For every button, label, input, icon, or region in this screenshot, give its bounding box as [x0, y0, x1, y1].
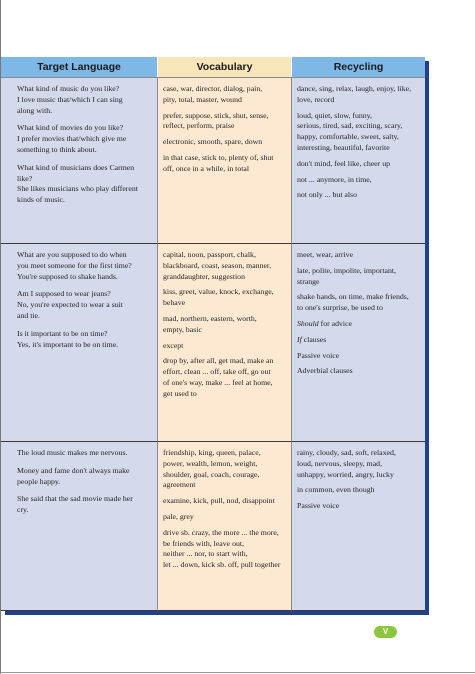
- header-target-language: Target Language: [1, 57, 157, 77]
- entry-line: You're supposed to shake hands.: [17, 271, 118, 281]
- entry-group: [163, 287, 286, 309]
- entry-group: [297, 485, 417, 496]
- entry-line: granddaughter, suggestion: [163, 271, 245, 281]
- entry-line: drive sb. crazy, the more ... the more,: [163, 527, 279, 537]
- header-vocabulary: Vocabulary: [157, 57, 292, 77]
- entry-line: case, war, director, dialog, pain,: [163, 84, 263, 93]
- entry-line: She said that the sad movie made her: [17, 494, 133, 504]
- entry-line: Money and fame don't always make: [17, 465, 130, 475]
- vocabulary-cell: [157, 243, 292, 441]
- entry-line: Yes, it's important to be on time.: [17, 339, 119, 349]
- entry-line: reflect, perform, praise: [163, 121, 235, 131]
- target-language-cell: [1, 441, 157, 611]
- entry-line: happy, comfortable, sweet, salty,: [297, 132, 399, 142]
- entry-line: Passive voice: [297, 501, 340, 511]
- entry-line: shoulder, goal, coach, courage,: [163, 469, 260, 479]
- entry-group: [163, 137, 286, 148]
- entry-group: [163, 341, 286, 352]
- entry-line: friendship, king, queen, palace,: [163, 448, 261, 457]
- entry-line: serious, tired, sad, exciting, scary,: [297, 121, 403, 131]
- entry-line: power, wealth, lemon, weight,: [163, 458, 258, 468]
- vocabulary-cell: [157, 441, 292, 611]
- entry-group: [17, 494, 151, 516]
- entry-line: you meet someone for the first time?: [17, 260, 132, 270]
- entry-group: [163, 448, 286, 491]
- entry-line: capital, noon, passport, chalk,: [163, 250, 256, 259]
- entry-group: [163, 153, 286, 175]
- target-language-cell: [1, 243, 157, 441]
- entry-line: late, polite, impolite, important,: [297, 265, 396, 275]
- entry-group: [297, 266, 417, 288]
- entry-line: What kind of movies do you like?: [17, 123, 124, 133]
- entry-group: [163, 496, 286, 507]
- entry-line: examine, kick, pull, nod, disappoint: [163, 496, 275, 506]
- entry-group: [163, 528, 286, 571]
- entry-line: don't mind, feel like, cheer up: [297, 158, 390, 168]
- entry-line: Is it important to be on time?: [17, 328, 108, 338]
- entry-line: get used to: [163, 388, 197, 398]
- entry-line: kiss, greet, value, knock, exchange,: [163, 287, 274, 297]
- entry-line: agreement: [163, 480, 196, 490]
- entry-line: pity, total, master, wound: [163, 94, 242, 104]
- entry-line: dance, sing, relax, laugh, enjoy, like,: [297, 84, 412, 93]
- entry-line: kinds of music.: [17, 195, 65, 205]
- recycling-cell: [292, 77, 425, 243]
- entry-line: blackboard, coast, season, manner,: [163, 260, 272, 270]
- entry-line: prefer, suppose, stick, shut, sense,: [163, 110, 269, 120]
- entry-line: I prefer movies that/which give me: [17, 134, 127, 144]
- entry-group: [17, 448, 151, 459]
- page-number: V: [374, 626, 397, 638]
- entry-line: mad, northern, eastern, worth,: [163, 313, 257, 323]
- entry-group: [163, 512, 286, 523]
- entry-line: What are you supposed to do when: [17, 250, 127, 259]
- entry-group: [297, 175, 417, 186]
- entry-group: [17, 123, 151, 155]
- entry-line: rainy, cloudy, sad, soft, relaxed,: [297, 448, 396, 457]
- entry-line: be friends with, leave out,: [163, 538, 244, 548]
- entry-line: love, record: [297, 94, 335, 104]
- entry-line: along with.: [17, 105, 53, 115]
- entry-group: [297, 501, 417, 512]
- entry-line: to one's surprise, be used to: [297, 303, 383, 313]
- entry-line: neither ... nor, to start with,: [163, 549, 248, 559]
- entry-line: Adverbial clauses: [297, 366, 353, 376]
- recycling-cell: [292, 441, 425, 611]
- entry-group: [17, 329, 151, 351]
- entry-line: off, once in a while, in total: [163, 163, 250, 173]
- entry-line: What kind of musicians does Carmen: [17, 162, 135, 172]
- entry-line: The loud music makes me nervous.: [17, 448, 128, 457]
- entry-line: and tie.: [17, 310, 40, 320]
- entry-line: like?: [17, 173, 33, 183]
- page-edge-bottom: [0, 672, 475, 673]
- entry-group: [17, 84, 151, 116]
- entry-group: [163, 356, 286, 399]
- entry-line: cry.: [17, 505, 29, 515]
- entry-line: shake hands, on time, make friends,: [297, 292, 409, 302]
- entry-group: [297, 335, 417, 346]
- entry-group: [163, 84, 286, 106]
- entry-group: [297, 190, 417, 201]
- entry-group: [297, 292, 417, 314]
- entry-line: loud, nervous, sleepy, mad,: [297, 458, 383, 468]
- entry-line: interesting, beautiful, favorite: [297, 142, 390, 152]
- entry-group: [17, 163, 151, 206]
- entry-line: in that case, stick to, plenty of, shut: [163, 152, 274, 162]
- entry-group: [163, 111, 286, 133]
- entry-group: [17, 466, 151, 488]
- entry-line: Should for advice: [297, 318, 353, 328]
- entry-line: in common, even though: [297, 485, 375, 495]
- entry-group: [297, 351, 417, 362]
- entry-line: not only ... but also: [297, 190, 357, 200]
- entry-line: something to think about.: [17, 144, 97, 154]
- recycling-cell: [292, 243, 425, 441]
- entry-group: [297, 250, 417, 261]
- entry-line: She likes musicians who play different: [17, 184, 138, 194]
- entry-line: electronic, smooth, spare, down: [163, 137, 263, 147]
- entry-group: [297, 366, 417, 377]
- entry-line: people happy.: [17, 476, 61, 486]
- entry-line: empty, basic: [163, 324, 202, 334]
- entry-line: No, you're expected to wear a suit: [17, 300, 123, 310]
- entry-group: [297, 448, 417, 480]
- header-recycling: Recycling: [292, 57, 425, 77]
- entry-line: If clauses: [297, 334, 327, 344]
- entry-line: loud, quiet, slow, funny,: [297, 110, 373, 120]
- entry-line: let ... down, kick sb. off, pull together: [163, 560, 281, 570]
- entry-line: I love music that/which I can sing: [17, 94, 123, 104]
- entry-line: effort, clean ... off, take off, go out: [163, 367, 271, 377]
- entry-line: drop by, after all, get mad, make an: [163, 356, 274, 366]
- target-language-cell: [1, 77, 157, 243]
- entry-line: Am I supposed to wear jeans?: [17, 289, 111, 299]
- entry-group: [297, 319, 417, 330]
- entry-line: behave: [163, 298, 186, 308]
- entry-line: not ... anymore, in time,: [297, 174, 372, 184]
- entry-line: strange: [297, 276, 320, 286]
- entry-group: [17, 289, 151, 321]
- entry-line: What kind of music do you like?: [17, 84, 120, 93]
- entry-group: [297, 111, 417, 154]
- entry-group: [297, 159, 417, 170]
- entry-line: Passive voice: [297, 350, 340, 360]
- entry-group: [163, 250, 286, 282]
- syllabus-table: [1, 57, 425, 611]
- entry-line: of one's way, make ... feel at home,: [163, 377, 273, 387]
- entry-group: [297, 84, 417, 106]
- entry-line: meet, wear, arrive: [297, 250, 353, 259]
- entry-line: pale, grey: [163, 511, 194, 521]
- entry-group: [17, 250, 151, 282]
- entry-line: except: [163, 340, 184, 350]
- entry-line: unhappy, worried, angry, lucky: [297, 469, 394, 479]
- vocabulary-cell: [157, 77, 292, 243]
- entry-group: [163, 314, 286, 336]
